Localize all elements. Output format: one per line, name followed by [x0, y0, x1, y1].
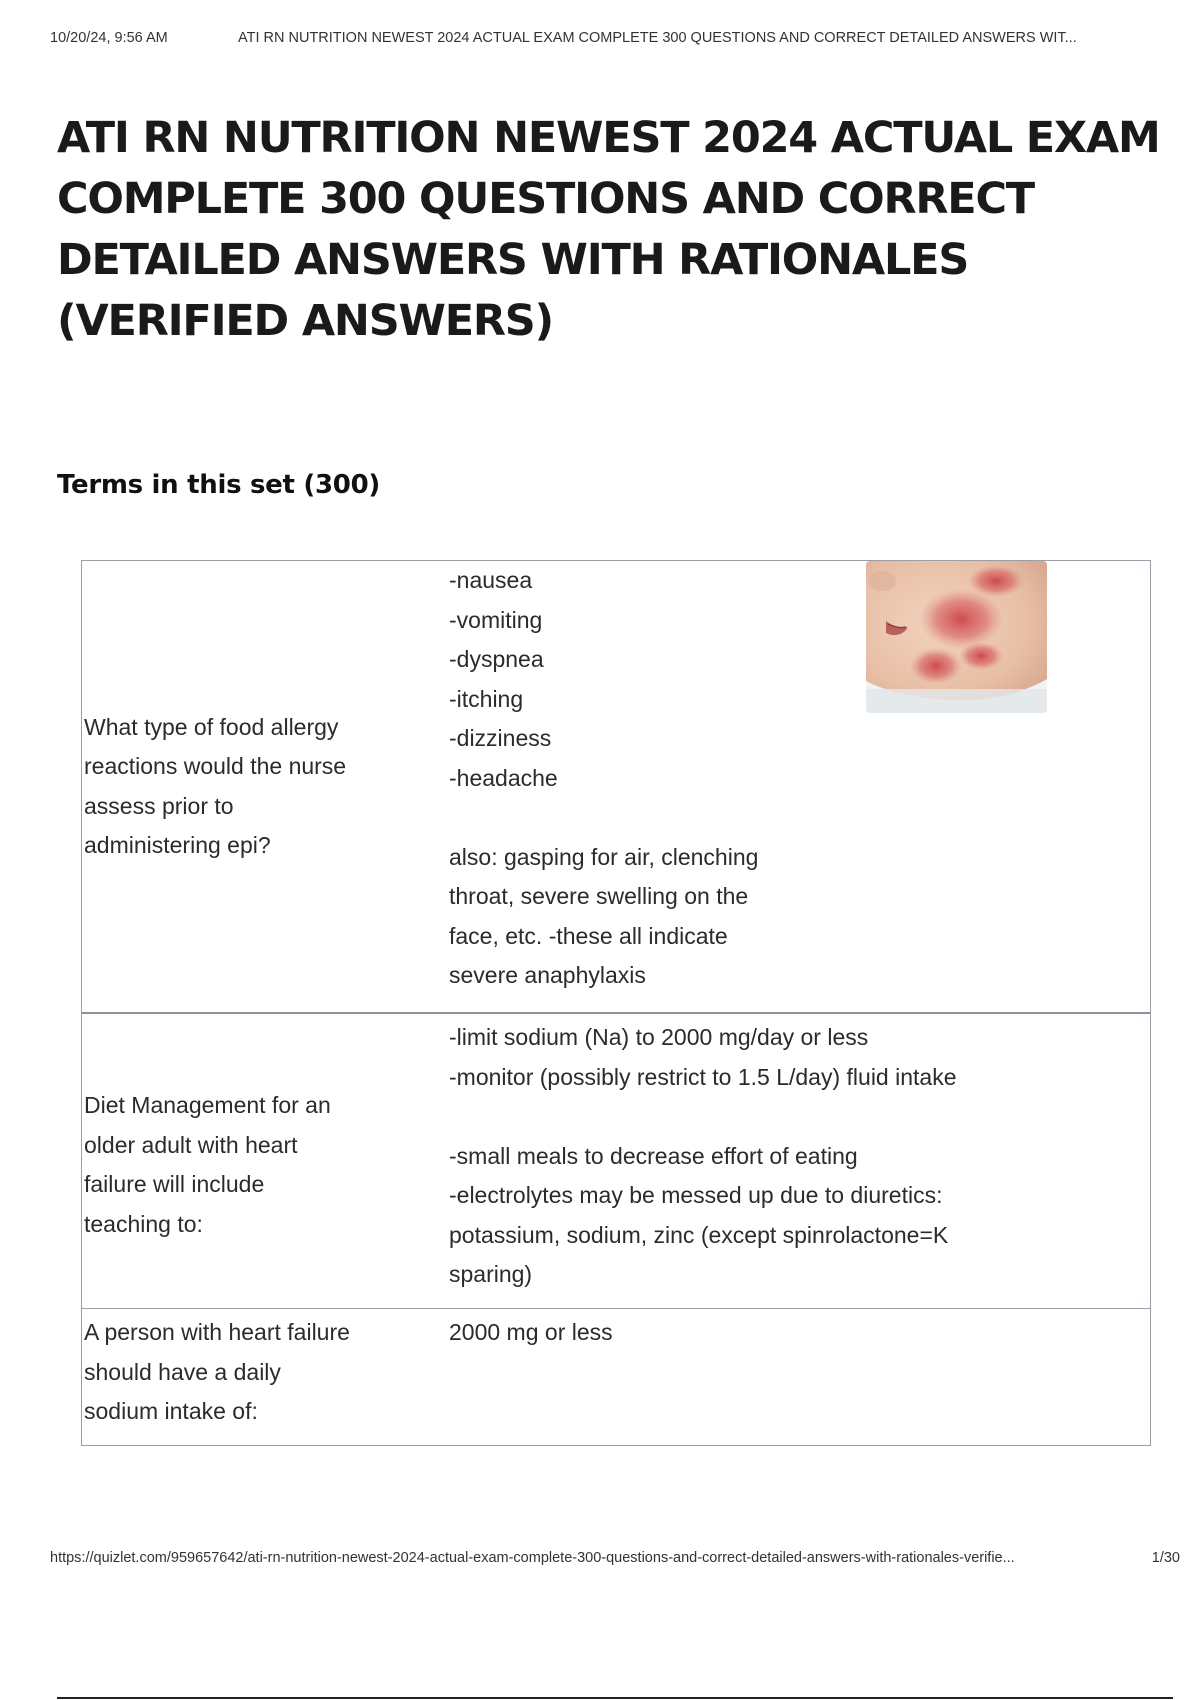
definition-line: -itching	[449, 685, 524, 712]
page-number: 1/30	[1151, 1550, 1180, 1566]
term-cell	[82, 561, 402, 1012]
term-line: sodium intake of:	[84, 1398, 258, 1424]
terms-table	[81, 560, 1151, 1446]
definition-line: -headache	[449, 764, 558, 791]
definition-cell	[402, 561, 1150, 1012]
term-row	[82, 1309, 1150, 1445]
definition-line: -dyspnea	[449, 646, 544, 672]
definition-line: -nausea	[449, 567, 533, 593]
print-datetime: 10/20/24, 9:56 AM	[50, 30, 168, 46]
term-line: teaching to:	[84, 1210, 203, 1237]
print-header	[50, 30, 1170, 50]
definition-line: throat, severe swelling on the	[449, 883, 749, 909]
term-line: older adult with heart	[84, 1131, 298, 1158]
term-line: reactions would the nurse	[84, 753, 347, 779]
term-line: What type of food allergy	[84, 713, 339, 740]
term-line: A person with heart failure	[84, 1319, 350, 1345]
definition-cell	[402, 1014, 1150, 1308]
term-row	[82, 561, 1150, 1014]
term-text	[84, 1086, 331, 1244]
definition-line: also: gasping for air, clenching	[449, 843, 759, 870]
definition-line: -monitor (possibly restrict to 1.5 L/day) fluid intake	[449, 1063, 957, 1090]
term-row	[82, 1014, 1150, 1309]
paragraph-gap	[449, 798, 1150, 838]
paragraph-gap	[449, 1097, 1150, 1137]
term-line: Diet Management for an	[84, 1092, 331, 1118]
definition-line: face, etc. -these all indicate	[449, 922, 728, 949]
definition-line: -dizziness	[449, 725, 552, 751]
child-face-rash-photo[interactable]	[866, 561, 1047, 713]
definition-line: -limit sodium (Na) to 2000 mg/day or less	[449, 1024, 869, 1050]
definition-line: potassium, sodium, zinc (except spinrolactone=K	[449, 1221, 949, 1248]
definition-line: -small meals to decrease effort of eating	[449, 1142, 858, 1169]
term-cell	[82, 1309, 402, 1445]
term-line: failure will include	[84, 1171, 265, 1197]
definition-cell	[402, 1309, 1150, 1445]
print-doc-title: ATI RN NUTRITION NEWEST 2024 ACTUAL EXAM COMPLETE 300 QUESTIONS AND CORRECT DETAILED ANSWERS WIT...	[238, 30, 1077, 46]
term-text	[84, 708, 346, 866]
definition-line: 2000 mg or less	[449, 1319, 613, 1345]
rash-photo-illustration	[866, 561, 1047, 713]
term-line: assess prior to	[84, 792, 234, 819]
definition-line: -electrolytes may be messed up due to diuretics:	[449, 1182, 943, 1208]
page-title: ATI RN NUTRITION NEWEST 2024 ACTUAL EXAM COMPLETE 300 QUESTIONS AND CORRECT DETAILED ANSWERS WITH RATIONALES (VERIFIED ANSWERS)	[57, 113, 1160, 346]
term-line: administering epi?	[84, 832, 271, 858]
print-url: https://quizlet.com/959657642/ati-rn-nutrition-newest-2024-actual-exam-complete-300-questions-and-correct-detailed-answers-with-rationales-verifie...	[50, 1550, 1015, 1566]
definition-line: -vomiting	[449, 606, 543, 633]
term-text	[84, 1313, 350, 1432]
term-cell	[82, 1014, 402, 1308]
definition-line: sparing)	[449, 1261, 533, 1287]
term-line: should have a daily	[84, 1358, 281, 1385]
page-divider	[57, 1697, 1173, 1699]
definition-line: severe anaphylaxis	[449, 962, 646, 988]
terms-set-heading: Terms in this set (300)	[57, 470, 380, 500]
print-footer	[50, 1550, 1180, 1570]
